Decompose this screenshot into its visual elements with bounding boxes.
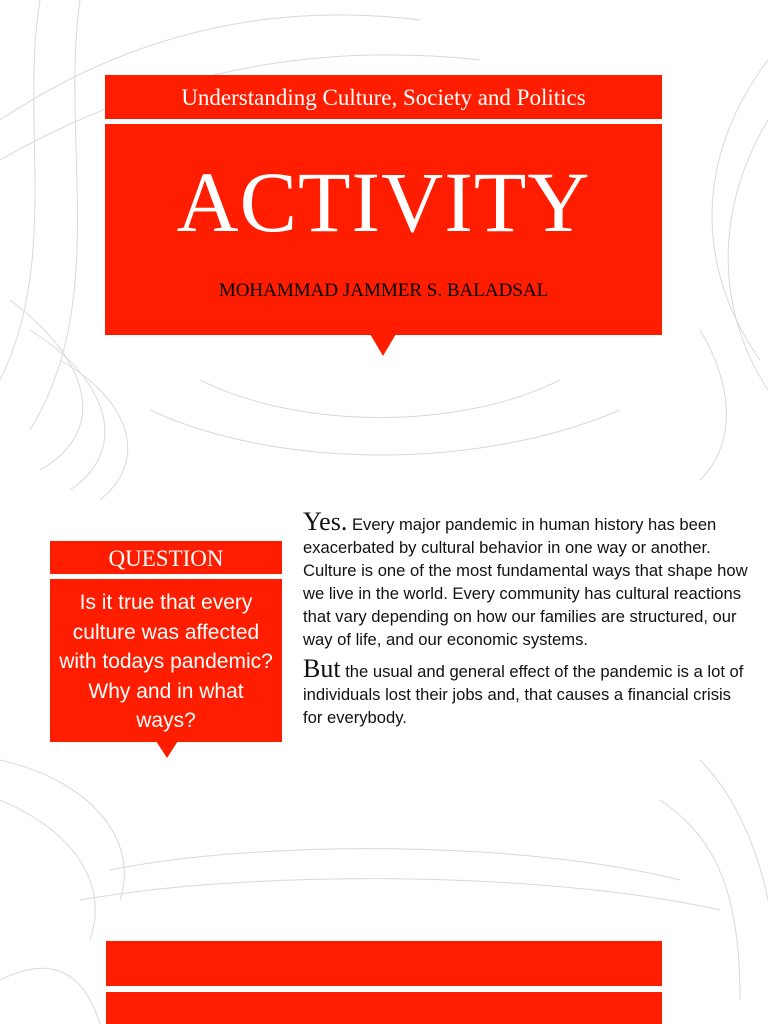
question-label-banner xyxy=(50,541,282,574)
bottom-banner-2 xyxy=(106,992,662,1024)
page-title: ACTIVITY xyxy=(176,154,591,250)
answer-lead-but: But xyxy=(303,654,341,683)
answer-text-block xyxy=(303,507,753,735)
answer-lead-yes: Yes. xyxy=(303,507,348,536)
answer-body-1: Every major pandemic in human history has been exacerbated by cultural behavior in one way or another. Culture is one of the most fundamental ways that shape how we live in the world. Every community has cultural reactions that vary depending on how our families are structured, our way of life, and our economic systems. xyxy=(303,515,748,649)
subtitle-banner xyxy=(105,75,662,119)
subtitle-text: Understanding Culture, Society and Politics xyxy=(181,85,586,110)
author-name: MOHAMMAD JAMMER S. BALADSAL xyxy=(218,280,549,301)
question-callout-pointer xyxy=(156,741,178,758)
title-box xyxy=(105,124,662,335)
answer-paragraph-2 xyxy=(303,654,753,729)
bottom-banner-1 xyxy=(106,941,662,986)
answer-paragraph-1 xyxy=(303,507,753,651)
question-box xyxy=(50,579,282,742)
question-text: Is it true that every culture was affected with todays pandemic? Why and in what ways? xyxy=(59,591,273,732)
title-callout-pointer xyxy=(370,334,396,356)
question-label: QUESTION xyxy=(108,546,224,571)
answer-body-2: the usual and general effect of the pandemic is a lot of individuals lost their jobs and, that causes a financial crisis for everybody. xyxy=(303,662,744,727)
